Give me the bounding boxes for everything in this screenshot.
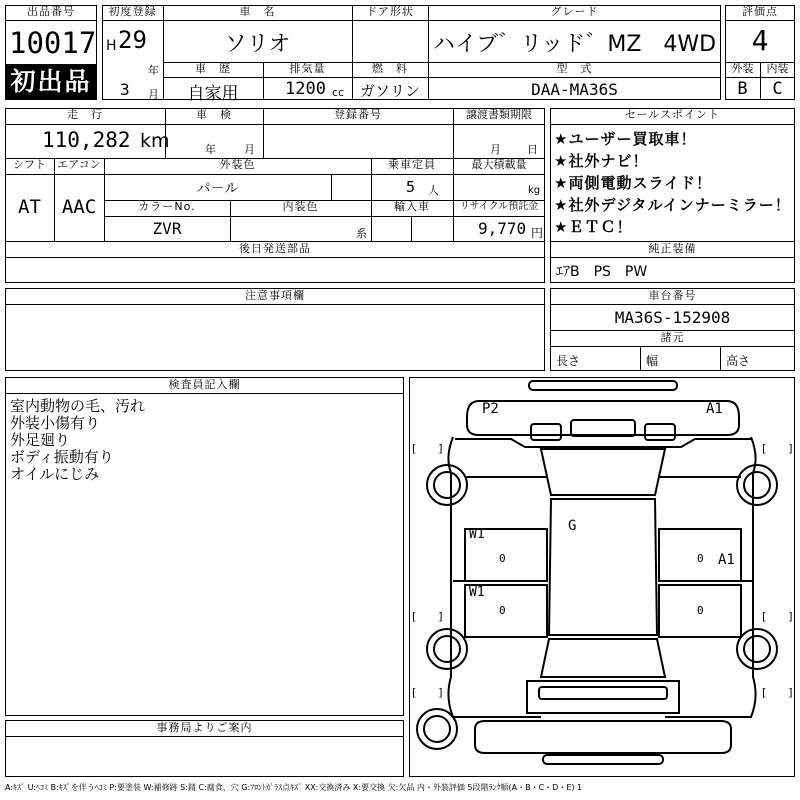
history-label: 車 歴 [195, 62, 231, 75]
sales-points-label: セールスポイント [624, 108, 720, 121]
caution-label: 注意事項欄 [245, 289, 305, 302]
sales-point-1: ★ユーザー買取車！ [554, 130, 697, 148]
mileage-label: 走 行 [67, 108, 103, 121]
bracket-right-3: [ ] [762, 686, 793, 699]
spec-width-label: 幅 [646, 354, 659, 368]
shift-label: シフト [13, 158, 46, 171]
first-listing-label: 初出品 [10, 67, 92, 96]
mileage: 110,282 [42, 128, 131, 152]
capacity-unit: 人 [428, 184, 439, 197]
mark-g: G [568, 518, 577, 534]
int-color-unit: 系 [356, 227, 367, 240]
exterior-label: 外装 [731, 62, 754, 75]
era-letter: H [106, 38, 117, 54]
inspector-note-5: オイルにじみ [10, 465, 100, 483]
import-label: 輸入車 [394, 200, 430, 213]
inspector-note-3: 外足廻り [10, 431, 71, 449]
transfer-docs-label: 譲渡書類期限 [466, 108, 532, 121]
bracket-left-3: [ ] [412, 686, 443, 699]
bracket-left-1: [ ] [412, 442, 443, 455]
car-name: ソリオ [224, 32, 291, 57]
displacement: 1200 [285, 79, 326, 99]
bracket-right-2: [ ] [762, 610, 793, 623]
ext-color: パ－ル [196, 181, 239, 197]
reg-month: 3 [120, 80, 130, 99]
grade-label: グレード [550, 5, 599, 18]
mark-a1-right: A1 [718, 552, 735, 568]
mileage-unit: km [140, 130, 170, 152]
lot-number: 10017 [9, 26, 97, 60]
max-load-label: 最大積載量 [471, 158, 527, 171]
genuine-equipment: ｴｱB PS PW [556, 264, 648, 280]
bracket-left-2: [ ] [412, 610, 443, 623]
lot-number-label: 出品番号 [27, 5, 75, 18]
recycle-label: リサイクル預託金 [459, 201, 539, 212]
reg-no-label: 登録番号 [334, 108, 382, 121]
office-label: 事務局よりご案内 [156, 721, 253, 734]
mark-w1-upper: W1 [469, 527, 485, 542]
color-no-label: カラーNo. [138, 200, 196, 213]
model-code-label: 型 式 [556, 62, 593, 75]
aircon: AAC [61, 196, 97, 218]
reg-year: 29 [118, 26, 147, 54]
inspection-year-unit: 年 [205, 143, 216, 156]
interior-label: 内装 [766, 62, 789, 75]
aircon-label: エアコン [57, 158, 101, 171]
mark-w1-lower: W1 [469, 585, 485, 600]
transfer-day-unit: 日 [527, 143, 538, 156]
fuel-label: 燃 料 [372, 62, 408, 75]
genuine-equipment-label: 純正装備 [648, 242, 697, 255]
capacity: 5 [406, 178, 416, 196]
recycle-fee: 9,770 [478, 219, 527, 238]
bracket-right-1: [ ] [762, 442, 793, 455]
recycle-unit: 円 [531, 226, 544, 240]
damage-legend: A:ｷｽﾞ U:ﾍｺﾐ B:ｷｽﾞを伴うﾍｺﾐ P:要塗装 W:補修跡 S:錆 C:腐食、穴 G:ﾌﾛﾝﾄｶﾞﾗｽ点ｷｽﾞ XX:交換済み X:要交換 欠:欠品 内・外装評価 5段階ﾗﾝｸ順(A・B・C・D・E) 1 [5, 783, 583, 792]
sales-point-4: ★社外デジタルインナーミラー！ [554, 196, 791, 214]
door-label: ドア形状 [366, 5, 414, 18]
sales-point-3: ★両側電動スライド！ [554, 174, 712, 192]
displacement-label: 排気量 [289, 62, 326, 75]
int-color-label: 内装色 [282, 200, 319, 213]
chassis-label: 車台番号 [648, 289, 697, 302]
first-reg-label: 初度登録 [108, 5, 157, 18]
sales-point-5: ★ＥＴＣ！ [554, 218, 633, 236]
model-code: DAA-MA36S [531, 80, 618, 99]
inspector-note-1: 室内動物の毛、汚れ [10, 397, 146, 415]
interior-grade: C [772, 79, 783, 99]
later-parts-label: 後日発送部品 [239, 242, 311, 255]
ext-color-label: 外装色 [219, 158, 256, 171]
inspection-month-unit: 月 [244, 143, 255, 156]
score: 4 [751, 24, 769, 57]
color-no: ZVR [152, 219, 182, 238]
chassis-number: MA36S-152908 [614, 308, 731, 327]
max-load-unit: kg [528, 185, 541, 196]
capacity-label: 乗車定員 [388, 158, 436, 171]
inspection-label: 車 検 [196, 108, 232, 121]
inspector-note-4: ボディ振動有り [10, 448, 114, 466]
specs-label: 諸元 [660, 331, 685, 344]
spec-length-label: 長さ [556, 354, 581, 368]
exterior-grade: B [737, 79, 748, 99]
history: 自家用 [187, 84, 239, 104]
month-unit: 月 [148, 88, 159, 101]
score-label: 評価点 [742, 5, 778, 18]
year-unit: 年 [148, 64, 159, 77]
fuel: ガソリン [359, 82, 420, 100]
car-name-label: 車 名 [239, 5, 276, 18]
inspector-label: 検査員記入欄 [168, 378, 241, 391]
mark-zero-4: 0 [697, 604, 704, 617]
mark-a1-top: A1 [706, 401, 723, 417]
car-damage-diagram [409, 377, 795, 777]
mark-zero-2: 0 [499, 604, 506, 617]
grade: ハイブ゛リッド゛MZ 4WD [432, 32, 717, 57]
transfer-month-unit: 月 [490, 143, 501, 156]
mark-p2: P2 [482, 401, 499, 417]
mark-zero-3: 0 [697, 552, 704, 565]
inspector-note-2: 外装小傷有り [10, 414, 101, 432]
mark-zero-1: 0 [499, 552, 506, 565]
sales-point-2: ★社外ナビ！ [554, 152, 649, 170]
displacement-unit: cc [332, 86, 345, 99]
shift: AT [18, 196, 41, 218]
spec-height-label: 高さ [726, 354, 751, 368]
